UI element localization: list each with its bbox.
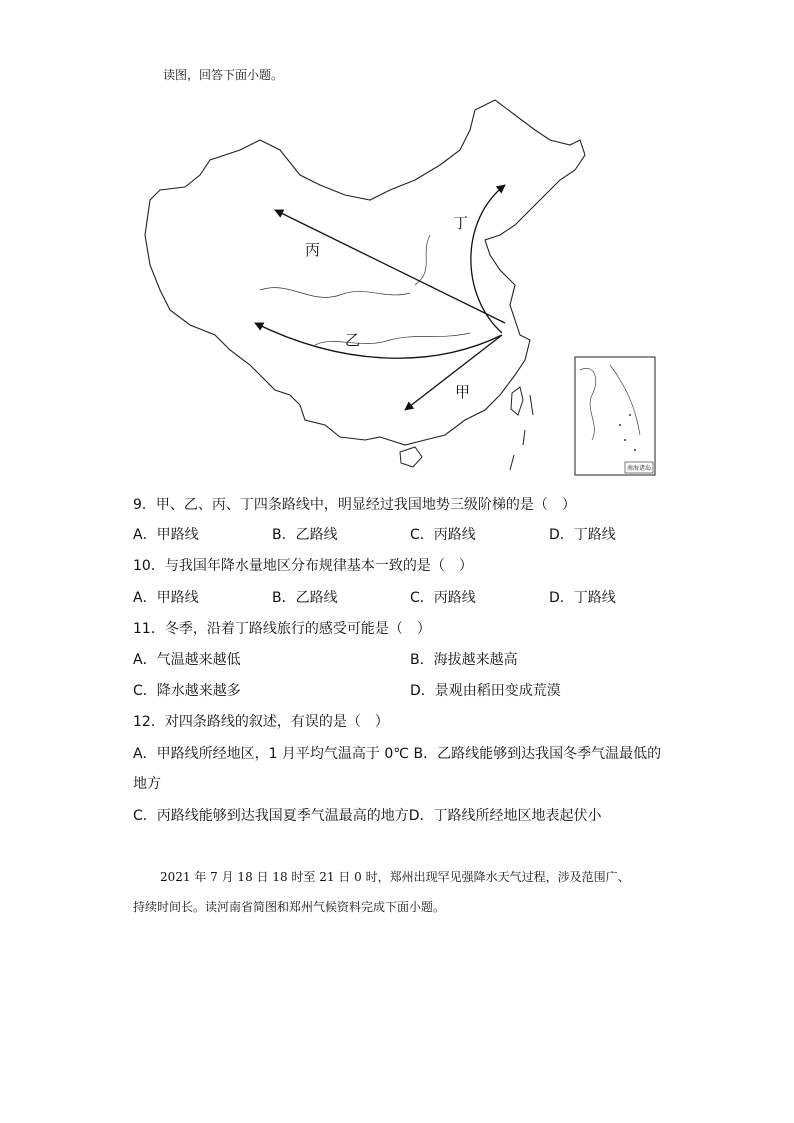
china-outline bbox=[145, 100, 585, 445]
question-9-option-d: D．丁路线 bbox=[549, 527, 616, 543]
question-10-option-a: A．甲路线 bbox=[133, 590, 199, 606]
question-9-option-b: B．乙路线 bbox=[272, 527, 338, 543]
label-ding: 丁 bbox=[453, 214, 469, 232]
question-10-stem: 10．与我国年降水量地区分布规律基本一致的是（ ） bbox=[133, 558, 473, 574]
question-11-option-c: C．降水越来越多 bbox=[133, 683, 241, 699]
south-china-sea-inset bbox=[575, 357, 655, 475]
route-yi bbox=[255, 323, 502, 358]
taiwan-island bbox=[511, 387, 523, 415]
question-10-option-d: D．丁路线 bbox=[549, 590, 616, 606]
china-route-map bbox=[130, 95, 670, 480]
question-12-options-ab: A．甲路线所经地区，1 月平均气温高于 0℃ B．乙路线能够到达我国冬季气温最低的 bbox=[133, 746, 662, 762]
question-11-option-b: B．海拔越来越高 bbox=[410, 652, 518, 668]
question-9-option-a: A．甲路线 bbox=[133, 527, 199, 543]
route-jia bbox=[405, 335, 502, 410]
intro-text: 读图，回答下面小题。 bbox=[163, 68, 284, 82]
passage-line-2: 持续时间长。读河南省简图和郑州气候资料完成下面小题。 bbox=[133, 900, 446, 914]
question-12-stem: 12．对四条路线的叙述，有误的是（ ） bbox=[133, 714, 389, 730]
label-bing: 丙 bbox=[305, 241, 321, 259]
inset-label: 南海诸岛 bbox=[627, 465, 652, 472]
question-10-option-c: C．丙路线 bbox=[410, 590, 476, 606]
label-jia: 甲 bbox=[455, 383, 471, 401]
question-9-option-c: C．丙路线 bbox=[410, 527, 476, 543]
question-10-option-b: B．乙路线 bbox=[272, 590, 338, 606]
passage-line-1: 2021 年 7 月 18 日 18 时至 21 日 0 时，郑州出现罕见强降水天气过程，涉及范围广、 bbox=[160, 870, 630, 884]
label-yi: 乙 bbox=[345, 331, 361, 349]
question-11-stem: 11．冬季，沿着丁路线旅行的感受可能是（ ） bbox=[133, 621, 431, 637]
question-11-option-d: D．景观由稻田变成荒漠 bbox=[410, 683, 561, 699]
question-12-options-cd: C．丙路线能够到达我国夏季气温最高的地方D．丁路线所经地区地表起伏小 bbox=[133, 808, 602, 824]
question-11-option-a: A．气温越来越低 bbox=[133, 652, 241, 668]
hainan-island bbox=[400, 447, 422, 467]
route-ding bbox=[471, 185, 505, 333]
question-12-options-ab-cont: 地方 bbox=[133, 776, 161, 792]
question-9-stem: 9．甲、乙、丙、丁四条路线中，明显经过我国地势三级阶梯的是（ ） bbox=[133, 497, 576, 513]
